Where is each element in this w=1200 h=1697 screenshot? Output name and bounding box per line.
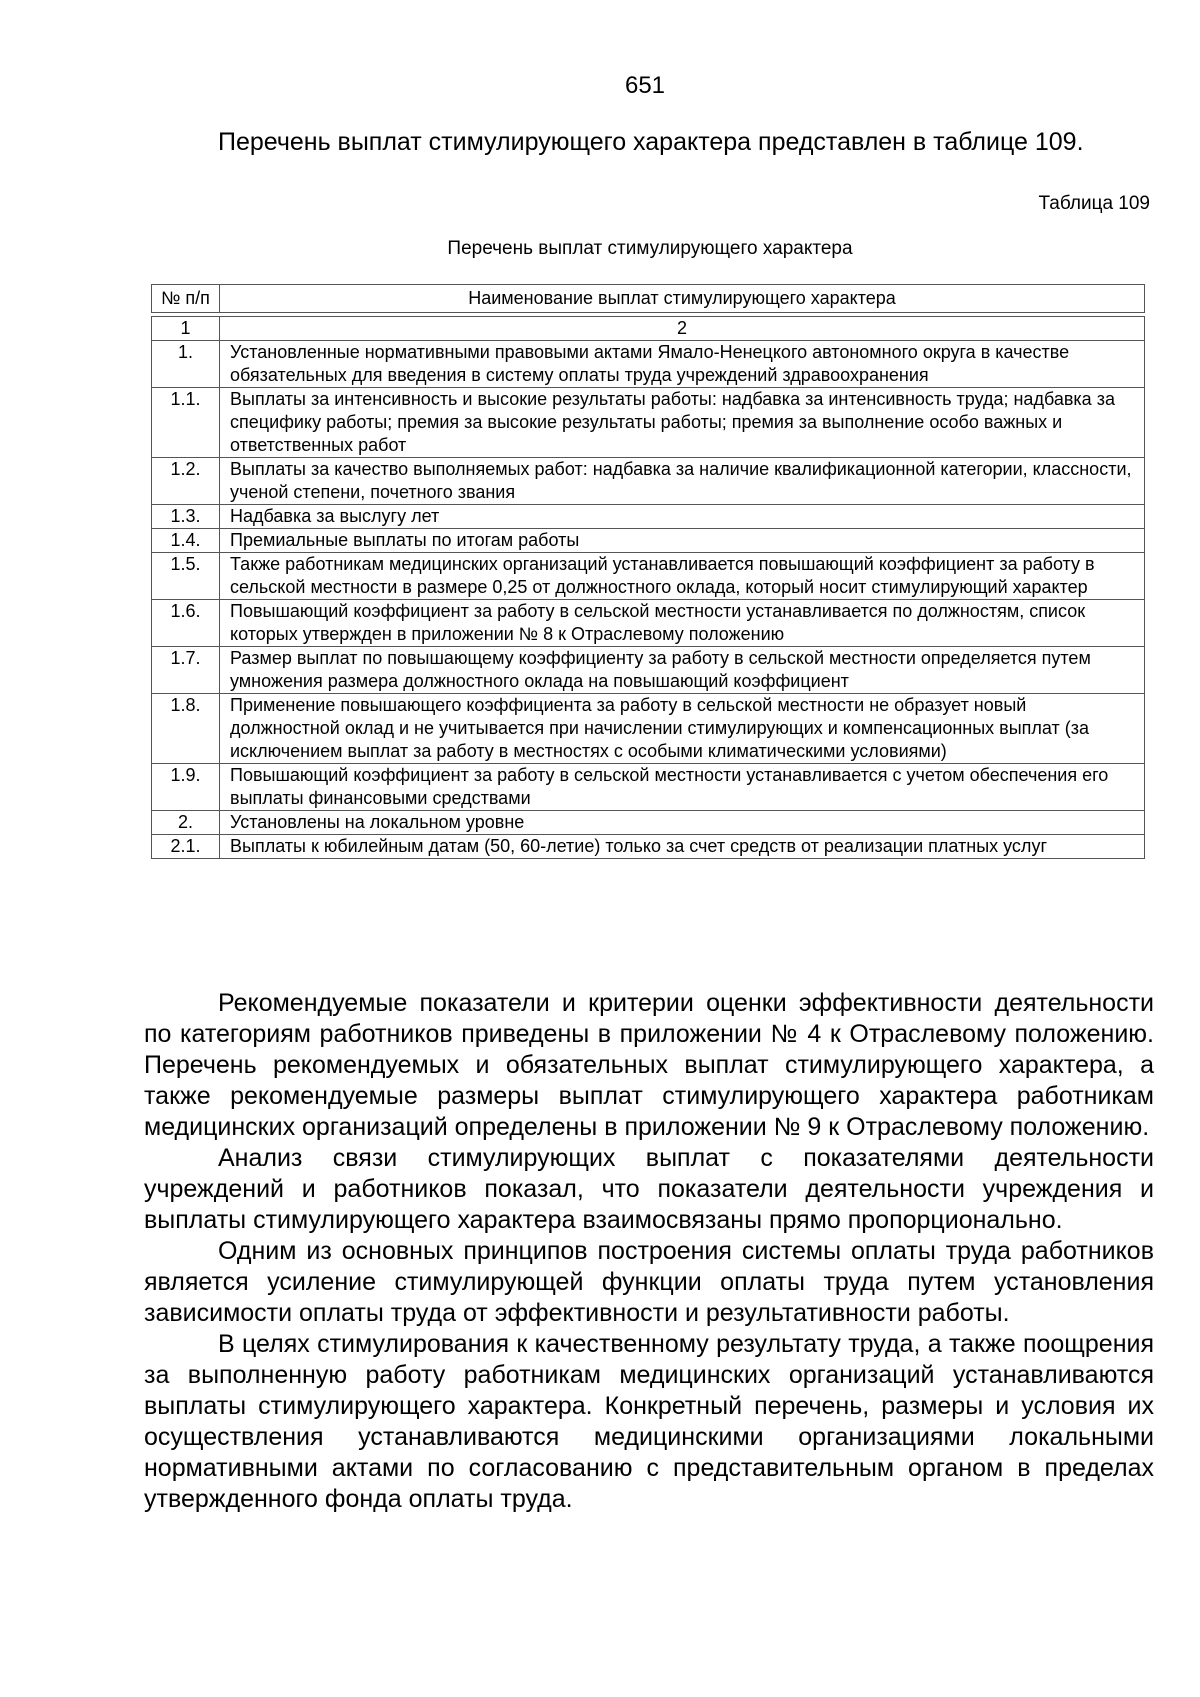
intro-sentence: Перечень выплат стимулирующего характера представлен в таблице 109.: [218, 128, 1084, 156]
row-name: Также работникам медицинских организаций устанавливается повышающий коэффициент за работу в сельской местности в размере 0,25 от должностного оклада, который носит стимулирующий характер: [220, 553, 1145, 600]
table-row: [152, 458, 1145, 505]
body-paragraph: Одним из основных принципов построения системы оплаты труда работников является усиление стимулирующей функции оплаты труда путем установления зависимости оплаты труда от эффективности и результативности работы.: [144, 1237, 1154, 1327]
row-number: 1.6.: [152, 600, 220, 647]
body-paragraph: Анализ связи стимулирующих выплат с показателями деятельности учреждений и работников показал, что показатели деятельности учреждения и выплаты стимулирующего характера взаимосвязаны прямо пропорционально.: [144, 1144, 1154, 1234]
column-number-2: 2: [220, 317, 1145, 341]
row-name: Выплаты за интенсивность и высокие результаты работы: надбавка за интенсивность труда; надбавка за специфику работы; премия за высокие результаты работы; премия за выполнение особо важных и ответственных работ: [220, 388, 1145, 458]
body-text: [144, 988, 1154, 1515]
body-paragraph: Рекомендуемые показатели и критерии оценки эффективности деятельности по категориям работников приведены в приложении № 4 к Отраслевому положению. Перечень рекомендуемых и обязательных выплат стимулирующего характера, а также рекомендуемые размеры выплат стимулирующего характера работникам медицинских организаций определены в приложении № 9 к Отраслевому положению.: [144, 989, 1154, 1141]
row-number: 1.: [152, 341, 220, 388]
row-name: Размер выплат по повышающему коэффициенту за работу в сельской местности определяется путем умножения размера должностного оклада на повышающий коэффициент: [220, 647, 1145, 694]
body-paragraph: В целях стимулирования к качественному результату труда, а также поощрения за выполненную работу работникам медицинских организаций устанавливаются выплаты стимулирующего характера. Конкретный перечень, размеры и условия их осуществления устанавливаются медицинскими организациями локальными нормативными актами по согласованию с представительным органом в пределах утвержденного фонда оплаты труда.: [144, 1330, 1154, 1513]
table-label: Таблица 109: [1038, 193, 1150, 214]
row-number: 1.4.: [152, 529, 220, 553]
table-row: [152, 529, 1145, 553]
table-row: [152, 694, 1145, 764]
row-name: Повышающий коэффициент за работу в сельской местности устанавливается с учетом обеспечения его выплаты финансовыми средствами: [220, 764, 1145, 811]
table-row: [152, 764, 1145, 811]
row-number: 1.8.: [152, 694, 220, 764]
table-row: [152, 341, 1145, 388]
table-row: [152, 835, 1145, 859]
row-number: 2.1.: [152, 835, 220, 859]
row-name: Применение повышающего коэффициента за работу в сельской местности не образует новый должностной оклад и не учитывается при начислении стимулирующих и компенсационных выплат (за исключением выплат за работу в местностях с особыми климатическими условиями): [220, 694, 1145, 764]
payments-table: [151, 284, 1145, 859]
row-number: 1.1.: [152, 388, 220, 458]
table-row: [152, 388, 1145, 458]
row-name: Премиальные выплаты по итогам работы: [220, 529, 1145, 553]
row-number: 1.3.: [152, 505, 220, 529]
row-name: Надбавка за выслугу лет: [220, 505, 1145, 529]
row-name: Установленные нормативными правовыми актами Ямало-Ненецкого автономного округа в качестве обязательных для введения в систему оплаты труда учреждений здравоохранения: [220, 341, 1145, 388]
table-row: [152, 553, 1145, 600]
table-row: [152, 811, 1145, 835]
payments-table-container: [151, 284, 1144, 859]
column-number-row: [152, 317, 1145, 341]
page-number: 651: [624, 72, 666, 99]
row-name: Выплаты к юбилейным датам (50, 60-летие) только за счет средств от реализации платных услуг: [220, 835, 1145, 859]
table-row: [152, 505, 1145, 529]
table-body: [152, 313, 1145, 859]
header-name: Наименование выплат стимулирующего характера: [220, 285, 1145, 313]
table-header-row: [152, 285, 1145, 313]
row-name: Выплаты за качество выполняемых работ: надбавка за наличие квалификационной категории, классности, ученой степени, почетного звания: [220, 458, 1145, 505]
row-number: 1.7.: [152, 647, 220, 694]
table-row: [152, 647, 1145, 694]
header-number: № п/п: [152, 285, 220, 313]
table-row: [152, 600, 1145, 647]
row-number: 2.: [152, 811, 220, 835]
row-name: Установлены на локальном уровне: [220, 811, 1145, 835]
row-number: 1.5.: [152, 553, 220, 600]
row-number: 1.2.: [152, 458, 220, 505]
table-title: Перечень выплат стимулирующего характера: [447, 238, 853, 259]
row-number: 1.9.: [152, 764, 220, 811]
column-number-1: 1: [152, 317, 220, 341]
row-name: Повышающий коэффициент за работу в сельской местности устанавливается по должностям, список которых утвержден в приложении № 8 к Отраслевому положению: [220, 600, 1145, 647]
